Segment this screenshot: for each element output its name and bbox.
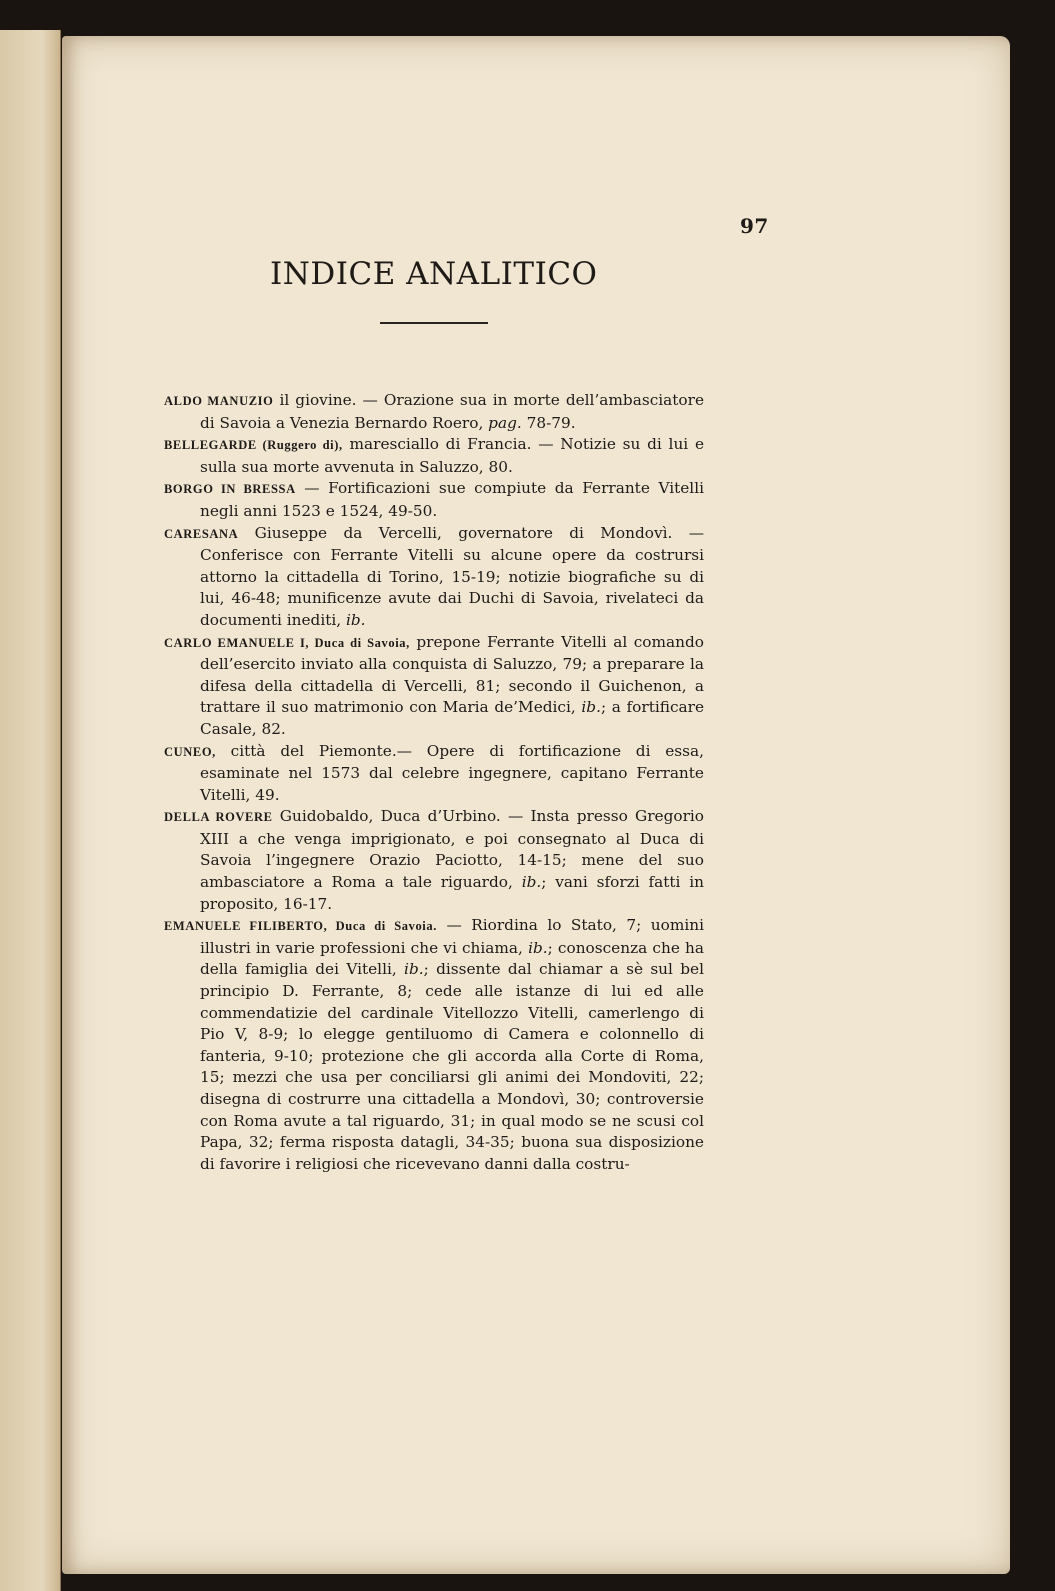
- entry-headword: CARESANA: [164, 526, 239, 541]
- index-entry: [164, 478, 704, 522]
- title-divider: [380, 322, 488, 324]
- entry-text: — Fortificazioni sue compiute da Ferrante Vitelli negli anni 1523 e 1524, 49-50.: [200, 479, 704, 520]
- book-page: [62, 36, 1010, 1574]
- index-entry: [164, 632, 704, 741]
- index-entry: [164, 806, 704, 915]
- index-entry: [164, 434, 704, 478]
- page-number: 97: [740, 214, 769, 238]
- index-entry: [164, 390, 704, 434]
- entry-headword: BORGO IN BRESSA: [164, 482, 296, 497]
- index-entry: [164, 915, 704, 1175]
- entry-text: città del Piemonte.— Opere di fortificazione di essa, esaminate nel 1573 dal celebre ingegnere, capitano Ferrante Vitelli, 49.: [200, 741, 704, 804]
- entry-text: prepone Ferrante Vitelli al comando dell’esercito inviato alla conquista di Saluzzo, 79; a preparare la difesa della cittadella di Vercelli, 81; secondo il Guichenon, a trattare il suo matrimonio con Maria de’Medici, ib.; a fortificare Casale, 82.: [200, 632, 704, 738]
- entry-text: il giovine. — Orazione sua in morte dell’ambasciatore di Savoia a Venezia Bernardo Roero, pag. 78-79.: [200, 391, 704, 432]
- entry-text: Guidobaldo, Duca d’Urbino. — Insta presso Gregorio XIII a che venga imprigionato, e poi consegnato al Duca di Savoia l’ingegnere Orazio Paciotto, 14-15; mene del suo ambasciatore a Roma a tale riguardo, ib.; vani sforzi fatti in proposito, 16-17.: [200, 807, 705, 913]
- entry-headword: EMANUELE FILIBERTO, Duca di Savoia.: [164, 919, 437, 934]
- entry-headword: DELLA ROVERE: [164, 810, 273, 825]
- entry-headword: CARLO EMANUELE I, Duca di Savoia,: [164, 635, 410, 650]
- entry-headword: ALDO MANUZIO: [164, 394, 274, 408]
- entry-headword: BELLEGARDE (Ruggero di),: [164, 438, 343, 453]
- index-title: INDICE ANALITICO: [270, 256, 598, 292]
- entry-text: Giuseppe da Vercelli, governatore di Mondovì. — Conferisce con Ferrante Vitelli su alcune opere da costrursi attorno la cittadella di Torino, 15-19; notizie biografiche su di lui, 46-48; munificenze avute dai Duchi di Savoia, rivelateci da documenti inediti, ib.: [200, 523, 704, 629]
- index-entry: [164, 523, 704, 632]
- facing-page-edge: [0, 30, 61, 1591]
- entry-headword: CUNEO,: [164, 744, 216, 759]
- index-entries: [164, 390, 704, 1175]
- entry-text: maresciallo di Francia. — Notizie su di lui e sulla sua morte avvenuta in Saluzzo, 80.: [200, 435, 704, 476]
- index-entry: [164, 741, 704, 807]
- entry-text: — Riordina lo Stato, 7; uomini illustri in varie professioni che vi chiama, ib.; conoscenza che ha della famiglia dei Vitelli, ib.; dissente dal chiamar a sè sul bel principio D. Ferrante, 8; cede alle istanze di lui ed alle commendatizie del cardinale Vitellozzo Vitelli, camerlengo di Pio V, 8-9; lo elegge gentiluomo di Camera e colonnello di fanteria, 9-10; protezione che gli accorda alla Corte di Roma, 15; mezzi che usa per conciliarsi gli animi dei Mondoviti, 22; disegna di costrurre una cittadella a Mondovì, 30; controversie con Roma avute a tal riguardo, 31; in qual modo se ne scusi col Papa, 32; ferma risposta datagli, 34-35; buona sua disposizione di favorire i religiosi che ricevevano danni dalla costru-: [200, 916, 704, 1173]
